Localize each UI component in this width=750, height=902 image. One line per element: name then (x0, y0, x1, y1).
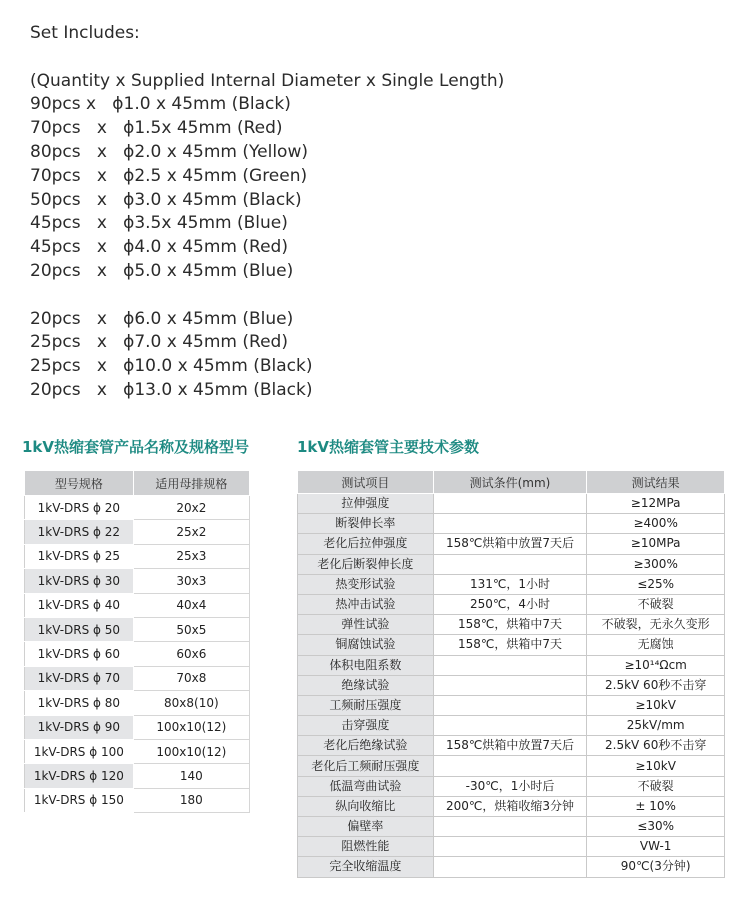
busbar-cell: 180 (133, 788, 249, 812)
test-result-cell: 25kV/mm (587, 716, 725, 736)
list-item: 45pcs x ϕ3.5x 45mm (Blue) (30, 213, 288, 234)
test-result-cell: 2.5kV 60秒不击穿 (587, 675, 725, 695)
test-result-cell: ± 10% (587, 796, 725, 816)
spec-table-title: 1kV热缩套管产品名称及规格型号 (22, 438, 250, 456)
busbar-cell: 25x3 (133, 544, 249, 568)
set-includes-heading: Set Includes: (30, 23, 140, 43)
test-result-cell: ≥10kV (587, 756, 725, 776)
test-condition-cell (433, 554, 587, 574)
test-item-cell: 弹性试验 (298, 615, 434, 635)
tech-params-table-title: 1kV热缩套管主要技术参数 (297, 438, 480, 456)
table-row (25, 691, 250, 715)
test-condition-cell (433, 494, 587, 514)
model-cell: 1kV-DRS ϕ 100 (25, 739, 134, 763)
model-cell: 1kV-DRS ϕ 90 (25, 715, 134, 739)
table-row (25, 666, 250, 690)
busbar-cell: 50x5 (133, 617, 249, 641)
list-item: 45pcs x ϕ4.0 x 45mm (Red) (30, 237, 288, 258)
test-result-cell: VW-1 (587, 837, 725, 857)
busbar-cell: 20x2 (133, 496, 249, 520)
test-result-cell: ≥10kV (587, 695, 725, 715)
table-row (25, 739, 250, 763)
table-row (298, 494, 725, 514)
test-result-cell: 不破裂 (587, 594, 725, 614)
table-header-row (298, 471, 725, 494)
set-includes-subheading: (Quantity x Supplied Internal Diameter x Single Length) (30, 70, 505, 91)
test-item-cell: 老化后绝缘试验 (298, 736, 434, 756)
tech-params-table (297, 470, 725, 878)
test-result-cell: ≤25% (587, 574, 725, 594)
test-item-cell: 断裂伸长率 (298, 514, 434, 534)
test-item-cell: 老化后工频耐压强度 (298, 756, 434, 776)
test-item-cell: 工频耐压强度 (298, 695, 434, 715)
list-item: 20pcs x ϕ5.0 x 45mm (Blue) (30, 260, 294, 281)
table-row (25, 544, 250, 568)
test-result-cell: ≥10¹⁴Ωcm (587, 655, 725, 675)
busbar-cell: 100x10(12) (133, 715, 249, 739)
model-cell: 1kV-DRS ϕ 80 (25, 691, 134, 715)
test-condition-cell: 131℃，1小时 (433, 574, 587, 594)
table-row (25, 788, 250, 812)
test-item-cell: 偏壁率 (298, 817, 434, 837)
busbar-cell: 40x4 (133, 593, 249, 617)
test-condition-cell: 158℃，烘箱中7天 (433, 635, 587, 655)
model-cell: 1kV-DRS ϕ 70 (25, 666, 134, 690)
busbar-cell: 140 (133, 764, 249, 788)
test-result-cell: 2.5kV 60秒不击穿 (587, 736, 725, 756)
test-item-cell: 阻燃性能 (298, 837, 434, 857)
item-group-2 (30, 308, 504, 403)
table-row (298, 857, 725, 877)
test-condition-cell: 158℃烘箱中放置7天后 (433, 736, 587, 756)
table-row (25, 593, 250, 617)
list-item: 25pcs x ϕ10.0 x 45mm (Black) (30, 356, 313, 377)
test-item-cell: 低温弯曲试验 (298, 776, 434, 796)
table-row (298, 574, 725, 594)
set-includes-list (30, 22, 504, 403)
table-row (298, 736, 725, 756)
test-condition-cell: 200℃，烘箱收缩3分钟 (433, 796, 587, 816)
test-result-cell: 不破裂，无永久变形 (587, 615, 725, 635)
spacer (30, 46, 504, 70)
list-item: 90pcs x ϕ1.0 x 45mm (Black) (30, 94, 291, 115)
table-row (298, 554, 725, 574)
list-item: 20pcs x ϕ6.0 x 45mm (Blue) (30, 308, 294, 329)
table-row (298, 695, 725, 715)
test-item-cell: 完全收缩温度 (298, 857, 434, 877)
table-row (25, 617, 250, 641)
test-condition-cell: -30℃，1小时后 (433, 776, 587, 796)
test-result-cell: 90℃(3分钟) (587, 857, 725, 877)
table-row (298, 655, 725, 675)
table-row (298, 796, 725, 816)
table-row (298, 514, 725, 534)
column-header: 型号规格 (25, 471, 134, 496)
model-cell: 1kV-DRS ϕ 30 (25, 569, 134, 593)
test-result-cell: ≥400% (587, 514, 725, 534)
test-result-cell: ≥300% (587, 554, 725, 574)
table-row (298, 635, 725, 655)
table-row (298, 817, 725, 837)
test-condition-cell (433, 756, 587, 776)
table-row (298, 776, 725, 796)
list-item: 25pcs x ϕ7.0 x 45mm (Red) (30, 332, 288, 353)
model-cell: 1kV-DRS ϕ 50 (25, 617, 134, 641)
list-item: 70pcs x ϕ1.5x 45mm (Red) (30, 118, 283, 139)
column-header: 适用母排规格 (133, 471, 249, 496)
test-item-cell: 铜腐蚀试验 (298, 635, 434, 655)
test-condition-cell (433, 817, 587, 837)
model-cell: 1kV-DRS ϕ 120 (25, 764, 134, 788)
test-item-cell: 热冲击试验 (298, 594, 434, 614)
busbar-cell: 80x8(10) (133, 691, 249, 715)
test-condition-cell: 250℃，4小时 (433, 594, 587, 614)
column-header: 测试结果 (587, 471, 725, 494)
test-item-cell: 绝缘试验 (298, 675, 434, 695)
table-row (298, 675, 725, 695)
test-condition-cell (433, 837, 587, 857)
test-item-cell: 拉伸强度 (298, 494, 434, 514)
test-item-cell: 纵向收缩比 (298, 796, 434, 816)
test-item-cell: 击穿强度 (298, 716, 434, 736)
table-row (25, 715, 250, 739)
test-item-cell: 热变形试验 (298, 574, 434, 594)
test-result-cell: ≥10MPa (587, 534, 725, 554)
test-item-cell: 体积电阻系数 (298, 655, 434, 675)
table-row (25, 642, 250, 666)
table-row (298, 615, 725, 635)
test-condition-cell (433, 655, 587, 675)
test-result-cell: 不破裂 (587, 776, 725, 796)
list-item: 20pcs x ϕ13.0 x 45mm (Black) (30, 379, 313, 400)
spec-table (24, 470, 250, 813)
test-item-cell: 老化后拉伸强度 (298, 534, 434, 554)
model-cell: 1kV-DRS ϕ 22 (25, 520, 134, 544)
model-cell: 1kV-DRS ϕ 60 (25, 642, 134, 666)
model-cell: 1kV-DRS ϕ 150 (25, 788, 134, 812)
test-condition-cell: 158℃烘箱中放置7天后 (433, 534, 587, 554)
table-header-row (25, 471, 250, 496)
model-cell: 1kV-DRS ϕ 20 (25, 496, 134, 520)
table-row (298, 534, 725, 554)
test-result-cell: ≤30% (587, 817, 725, 837)
table-row (25, 520, 250, 544)
test-result-cell: 无腐蚀 (587, 635, 725, 655)
test-condition-cell (433, 675, 587, 695)
test-item-cell: 老化后断裂伸长度 (298, 554, 434, 574)
test-condition-cell (433, 716, 587, 736)
test-condition-cell (433, 514, 587, 534)
busbar-cell: 30x3 (133, 569, 249, 593)
table-row (298, 756, 725, 776)
test-condition-cell: 158℃，烘箱中7天 (433, 615, 587, 635)
list-item: 50pcs x ϕ3.0 x 45mm (Black) (30, 189, 302, 210)
test-result-cell: ≥12MPa (587, 494, 725, 514)
item-group-1 (30, 93, 504, 283)
busbar-cell: 70x8 (133, 666, 249, 690)
test-condition-cell (433, 695, 587, 715)
busbar-cell: 25x2 (133, 520, 249, 544)
busbar-cell: 60x6 (133, 642, 249, 666)
table-row (25, 496, 250, 520)
table-row (298, 716, 725, 736)
column-header: 测试项目 (298, 471, 434, 494)
test-condition-cell (433, 857, 587, 877)
busbar-cell: 100x10(12) (133, 739, 249, 763)
model-cell: 1kV-DRS ϕ 25 (25, 544, 134, 568)
model-cell: 1kV-DRS ϕ 40 (25, 593, 134, 617)
column-header: 测试条件(mm) (433, 471, 587, 494)
table-row (298, 837, 725, 857)
table-row (298, 594, 725, 614)
table-row (25, 764, 250, 788)
list-item: 80pcs x ϕ2.0 x 45mm (Yellow) (30, 141, 308, 162)
spacer (30, 284, 504, 308)
table-row (25, 569, 250, 593)
list-item: 70pcs x ϕ2.5 x 45mm (Green) (30, 165, 308, 186)
